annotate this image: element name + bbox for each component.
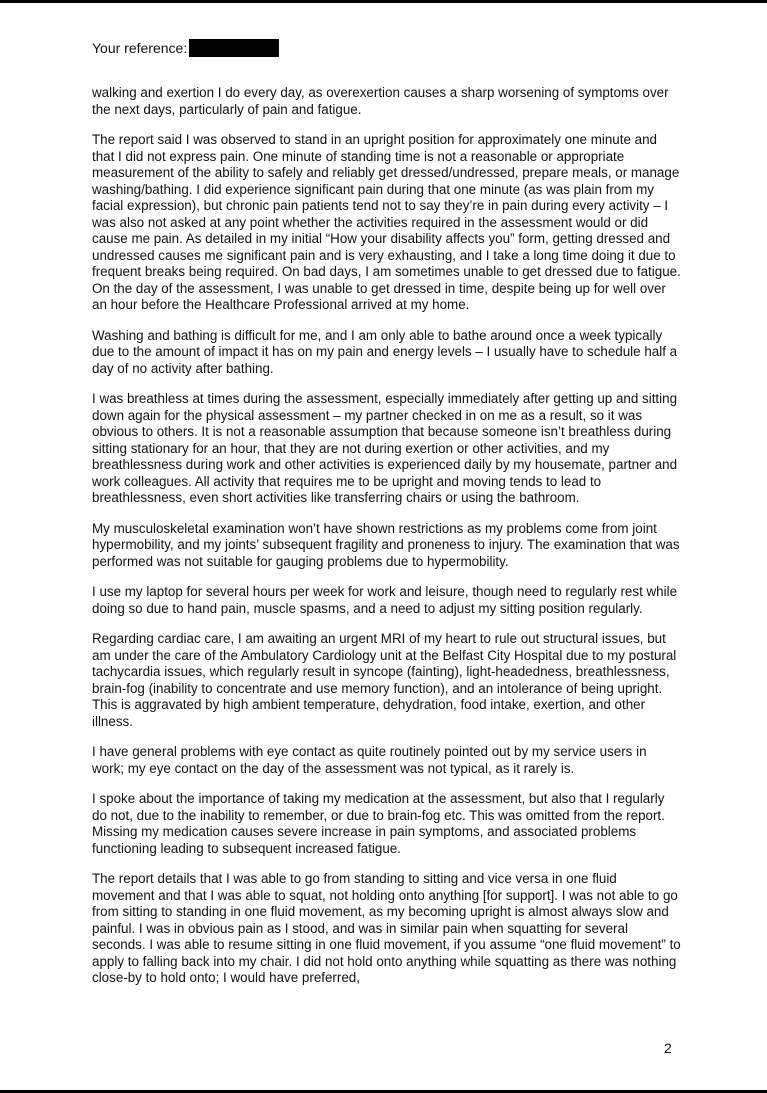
paragraph-3: Washing and bathing is difficult for me, and I am only able to bathe around once a week typically due to the amount of impact it has on my pain and energy levels – I usually have to schedule half a day of no activity after bathing. [92,327,678,376]
paragraph-2: The report said I was observed to stand in an upright position for approximately one minute and that I did not express pain. One minute of standing time is not a reasonable or appropriate measurement of the ability to safely and reliably get dressed/undressed, prepare meals, or manage washing/bathing. I did experience significant pain during that one minute (as was plain from my facial expression), but chronic pain patients tend not to say they’re in pain during every activity – I was also not asked at any point whether the activities required in the assessment would or did cause me pain. As detailed in my initial “How your disability affects you” form, getting dressed and undressed causes me significant pain and is very exhausting, and I take a long time doing it due to frequent breaks being required. On bad days, I am sometimes unable to get dressed due to fatigue. On the day of the assessment, I was unable to get dressed in time, despite being up for well over an hour before the Healthcare Professional arrived at my home. [92,132,681,312]
paragraph-4: I was breathless at times during the assessment, especially immediately after getting up and sitting down again for the physical assessment – my partner checked in on me as a result, so it was obvious to others. It is not a reasonable assumption that because someone isn’t breathless during sitting stationary for an hour, that they are not during exertion or other activities, and my breathlessness during work and other activities is experienced daily by my housemate, partner and work colleagues. All activity that requires me to be upright and moving tends to lead to breathlessness, even short activities like transferring chairs or using the bathroom. [92,391,678,505]
reference-header [92,38,279,58]
paragraph-7: Regarding cardiac care, I am awaiting an urgent MRI of my heart to rule out structural issues, but am under the care of the Ambulatory Cardiology unit at the Belfast City Hospital due to my postural tachycardia issues, which regularly result in syncope (fainting), light-headedness, breathlessness, brain-fog (inability to concentrate and use memory function), and an intolerance of being upright. This is aggravated by high ambient temperature, dehydration, food intake, exertion, and other illness. [92,631,677,729]
redacted-reference-block [189,39,279,57]
paragraph-8: I have general problems with eye contact as quite routinely pointed out by my service users in work; my eye contact on the day of the assessment was not typical, as it rarely is. [92,744,647,776]
paragraph-10: The report details that I was able to go from standing to sitting and vice versa in one fluid movement and that I was able to squat, not holding onto anything [for support]. I was not able to go from sitting to standing in one fluid movement, as my becoming upright is almost always slow and painful. I was in obvious pain as I stood, and was in similar pain when squatting for several seconds. I was able to resume sitting in one fluid movement, if you assume “one fluid movement” to apply to falling back into my chair. I did not hold onto anything while squatting as there was nothing close-by to hold onto; I would have preferred, [92,871,681,985]
reference-label: Your reference: [92,40,188,56]
paragraph-9: I spoke about the importance of taking my medication at the assessment, but also that I regularly do not, due to the inability to remember, or due to brain-fog etc. This was omitted from the report. Missing my medication causes severe increase in pain symptoms, and associated problems functioning leading to subsequent increased fatigue. [92,791,665,856]
page-number: 2 [664,1040,672,1056]
letter-body [92,85,682,1001]
paragraph-1: walking and exertion I do every day, as overexertion causes a sharp worsening of symptoms over the next days, particularly of pain and fatigue. [92,85,669,117]
page-top-border [0,0,767,3]
paragraph-6: I use my laptop for several hours per week for work and leisure, though need to regularly rest while doing so due to hand pain, muscle spasms, and a need to adjust my sitting position regularly. [92,584,678,616]
paragraph-5: My musculoskeletal examination won’t have shown restrictions as my problems come from joint hypermobility, and my joints’ subsequent fragility and proneness to injury. The examination that was performed was not suitable for gauging problems due to hypermobility. [92,520,680,569]
